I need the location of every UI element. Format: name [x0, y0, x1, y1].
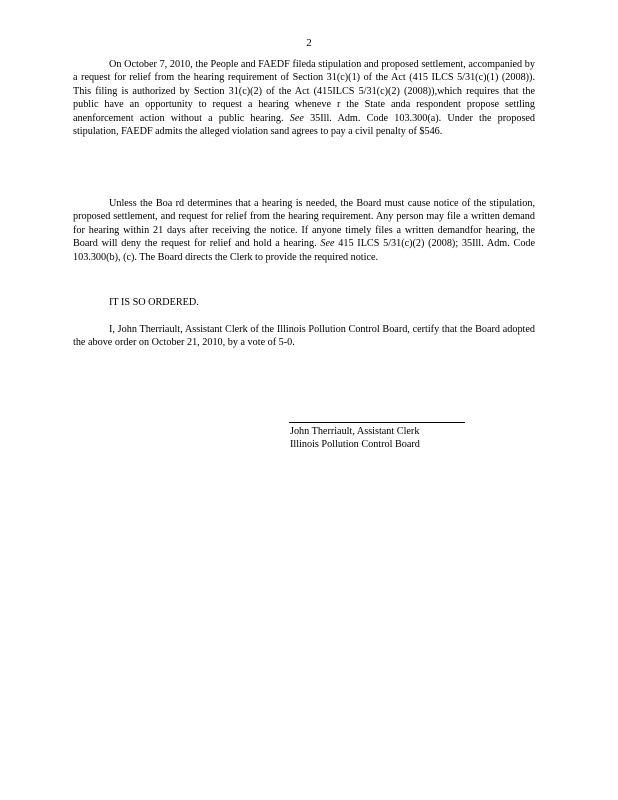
see-citation-signal: See [289, 112, 304, 124]
see-citation-signal: See [320, 238, 335, 250]
paragraph-hearing-text: Unless the Boa rd determines that a hearing is needed, the Board must cause notice of the stipulation, proposed settlement, and request for relief from the hearing requirement. Any person may file a written demand for hearing within 21 days after receiving the notice. If anyone timely files a written demandfor hearing, the Board will deny the request for relief and hold a hearing. [73, 198, 535, 250]
signer-organization: Illinois Pollution Control Board [290, 439, 420, 451]
signer-name-title: John Therriault, Assistant Clerk [290, 426, 420, 437]
signature-line [289, 422, 465, 423]
paragraph-stipulation-filing [73, 58, 535, 138]
certification-paragraph: I, John Therriault, Assistant Clerk of the Illinois Pollution Control Board, certify that the Board adopted the above order on October 21, 2010, by a vote of 5-0. [73, 324, 535, 349]
paragraph-hearing-notice [73, 197, 535, 264]
paragraph-stipulation-text: On October 7, 2010, the People and FAEDF fileda stipulation and proposed settlement, accompanied by a request for relief from the hearing requirement of Section 31(c)(1) of the Act (415 ILCS 5/31(c)(1) (2008)). This filing is authorized by Section 31(c)(2) of the Act (415ILCS 5/31(c)(2) (2008)),which requires that the public have an opportunity to request a hearing wheneve r the State anda respondent propose settling anenforcement action without a public hearing. [73, 59, 535, 124]
so-ordered-statement: IT IS SO ORDERED. [109, 297, 199, 308]
signature-block [290, 425, 420, 452]
page-number: 2 [306, 37, 312, 49]
paragraph-stipulation-citation: 35Ill. Adm. Code 103.300(a). Under the proposed stipulation, FAEDF admits the alleged violation sand agrees to pay a civil penalty of $546. [73, 112, 536, 138]
paragraph-hearing-citation: 415 ILCS 5/31(c)(2) (2008); 35Ill. Adm. Code 103.300(b), (c). The Board directs the Clerk to provide the required notice. [73, 238, 536, 263]
